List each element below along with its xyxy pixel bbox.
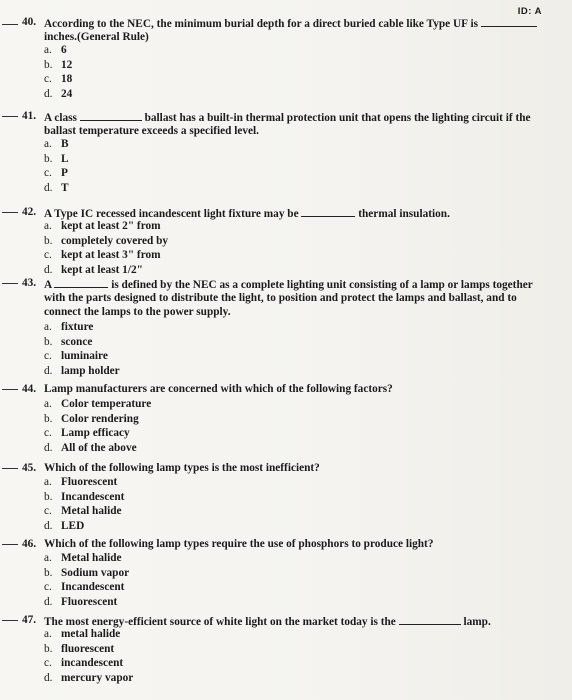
question-stem: A is defined by the NEC as a complete lighting unit consisting of a lamp or lamps together with the parts designed to distribute the light, to position and protect the lamps and ballast, and to connect the lamps to the power supply. xyxy=(44,279,533,318)
option-letter: b. xyxy=(44,335,53,348)
question-number: 40. xyxy=(22,16,37,28)
question-stem: Which of the following lamp types require the use of phosphors to produce light? xyxy=(44,538,434,550)
id-label: ID: A xyxy=(517,6,542,17)
option-letter: d. xyxy=(44,441,53,454)
option-text: fluorescent xyxy=(61,642,115,655)
option-text: Color temperature xyxy=(61,398,152,410)
option-letter: a. xyxy=(44,628,52,640)
question-number: 47. xyxy=(22,614,37,626)
option-letter: d. xyxy=(44,181,53,194)
option-letter: c. xyxy=(44,249,52,262)
option-text: 18 xyxy=(61,73,73,86)
option-text: Sodium vapor xyxy=(61,566,130,579)
option-letter: b. xyxy=(44,412,53,425)
option-letter: a. xyxy=(44,138,52,150)
question-stem: Lamp manufacturers are concerned with which of the following factors? xyxy=(44,383,393,395)
option-letter: a. xyxy=(44,321,52,333)
question-number: 45. xyxy=(22,462,37,474)
option-letter: d. xyxy=(44,263,53,276)
option-letter: b. xyxy=(44,566,53,579)
option-text: sconce xyxy=(61,335,93,348)
option-text: incandescent xyxy=(61,657,124,670)
fill-blank xyxy=(301,206,355,217)
option-text: luminaire xyxy=(61,350,108,363)
question-number: 41. xyxy=(22,110,37,122)
option-letter: a. xyxy=(44,476,52,488)
option-text: mercury vapor xyxy=(61,671,134,684)
option-text: 24 xyxy=(61,87,73,100)
option-text: kept at least 2" from xyxy=(61,220,161,232)
question-number: 42. xyxy=(22,206,37,218)
option-letter: b. xyxy=(44,152,53,165)
option-letter: a. xyxy=(44,44,52,56)
answer-line[interactable] xyxy=(2,389,18,390)
fill-blank xyxy=(481,16,537,27)
option-letter: c. xyxy=(44,581,52,594)
option-letter: a. xyxy=(44,398,52,410)
option-letter: a. xyxy=(44,552,52,564)
option-letter: b. xyxy=(44,58,53,71)
option-text: 12 xyxy=(61,58,73,71)
question-number: 46. xyxy=(22,538,37,550)
option-text: Fluorescent xyxy=(61,595,118,608)
option-text: metal halide xyxy=(61,628,121,640)
option-letter: d. xyxy=(44,519,53,532)
option-text: Lamp efficacy xyxy=(61,427,130,440)
question-stem: A class ballast has a built-in thermal protection unit that opens the lighting circuit if the ballast temperature exceeds a specified level. xyxy=(44,112,531,138)
option-letter: b. xyxy=(44,234,53,247)
question-stem: A Type IC recessed incandescent light fixture may be thermal insulation. xyxy=(44,208,450,220)
option-text: All of the above xyxy=(61,441,137,454)
answer-line[interactable] xyxy=(2,468,18,469)
option-text: Incandescent xyxy=(61,490,125,503)
option-letter: d. xyxy=(44,364,53,377)
answer-line[interactable] xyxy=(2,620,18,621)
option-letter: d. xyxy=(44,87,53,100)
option-text: completely covered by xyxy=(61,234,169,247)
option-text: P xyxy=(61,167,68,180)
option-letter: d. xyxy=(44,595,53,608)
answer-line[interactable] xyxy=(2,24,18,25)
answer-line[interactable] xyxy=(2,116,18,117)
question-number: 44. xyxy=(22,383,37,395)
question-stem: The most energy-efficient source of white light on the market today is the lamp. xyxy=(44,616,491,628)
fill-blank xyxy=(399,614,461,625)
option-letter: b. xyxy=(44,642,53,655)
option-letter: c. xyxy=(44,505,52,518)
answer-line[interactable] xyxy=(2,212,18,213)
question-stem: Which of the following lamp types is the most inefficient? xyxy=(44,462,320,474)
question-number: 43. xyxy=(22,277,37,289)
option-text: L xyxy=(61,152,69,165)
answer-line[interactable] xyxy=(2,544,18,545)
option-letter: c. xyxy=(44,73,52,86)
option-text: LED xyxy=(61,519,85,532)
option-text: 6 xyxy=(61,44,67,56)
option-letter: c. xyxy=(44,427,52,440)
fill-blank xyxy=(80,110,142,121)
option-letter: c. xyxy=(44,167,52,180)
option-text: Incandescent xyxy=(61,581,125,594)
option-text: kept at least 3" from xyxy=(61,249,161,262)
option-text: Fluorescent xyxy=(61,476,118,488)
option-text: T xyxy=(61,181,69,194)
option-letter: c. xyxy=(44,657,52,670)
option-text: B xyxy=(61,138,69,150)
option-text: lamp holder xyxy=(61,364,120,377)
option-text: Metal halide xyxy=(61,552,122,564)
option-letter: d. xyxy=(44,671,53,684)
question-stem: According to the NEC, the minimum burial depth for a direct buried cable like Type UF is inches.(General Rule) xyxy=(44,16,549,45)
option-letter: a. xyxy=(44,220,52,232)
option-letter: c. xyxy=(44,350,52,363)
option-text: Color rendering xyxy=(61,412,139,425)
option-text: fixture xyxy=(61,321,94,333)
option-letter: b. xyxy=(44,490,53,503)
fill-blank xyxy=(54,277,108,288)
answer-line[interactable] xyxy=(2,283,18,284)
option-text: Metal halide xyxy=(61,505,122,518)
option-text: kept at least 1/2" xyxy=(61,263,143,276)
